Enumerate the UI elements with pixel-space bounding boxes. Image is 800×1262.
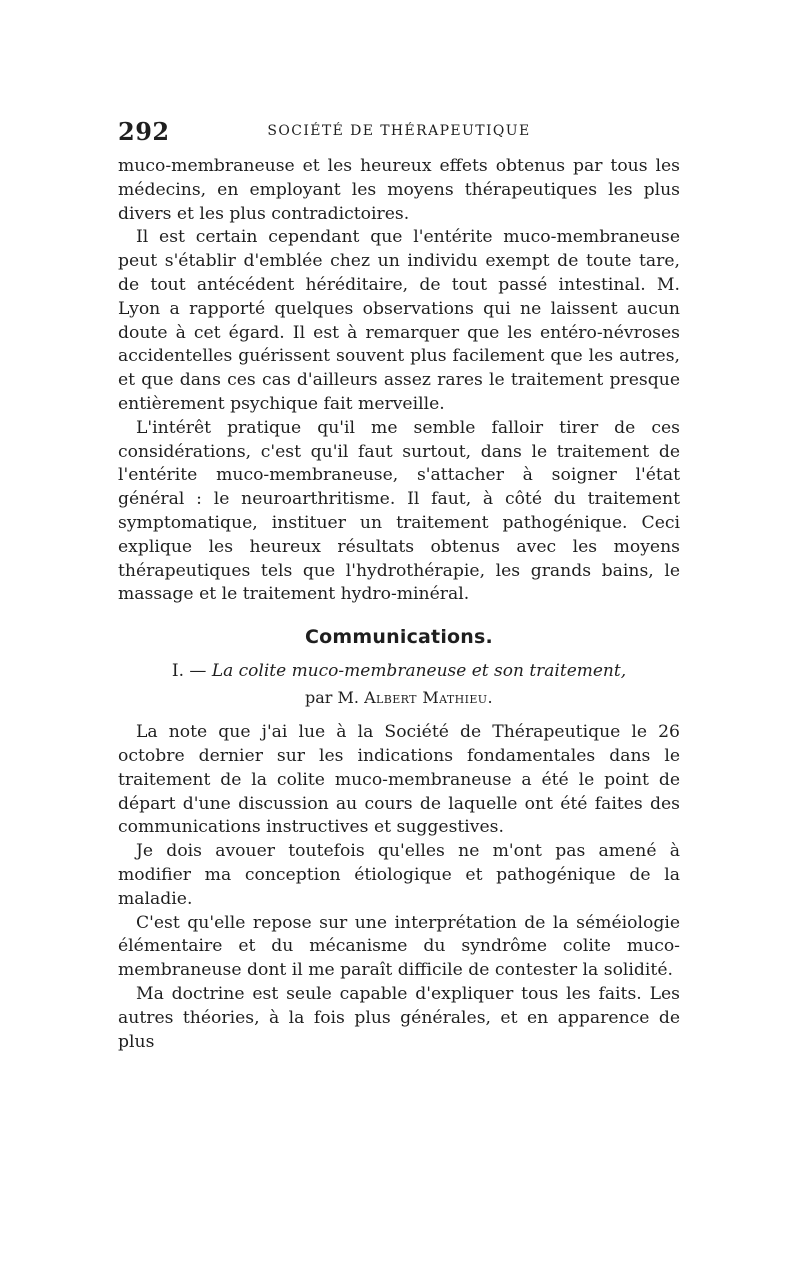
article-title — [118, 659, 680, 683]
article-paragraph: Je dois avouer toutefois qu'elles ne m'ont pas amené à modifier ma conception étiologique et pathogénique de la maladie. — [118, 841, 680, 909]
article-title-text: La colite muco-membraneuse et son traitement, — [211, 661, 627, 682]
body-paragraph: muco-membraneuse et les heureux effets obtenus par tous les médecins, en employant les moyens thérapeutiques les plus divers et les plus contradictoires. — [118, 156, 680, 224]
article-paragraph: La note que j'ai lue à la Société de Thérapeutique le 26 octobre dernier sur les indications fondamentales dans le traitement de la colite muco-membraneuse a été le point de départ d'une discussion au cours de laquelle ont été faites des communications instructives et suggestives. — [118, 722, 680, 838]
body-paragraph: L'intérêt pratique qu'il me semble falloir tirer de ces considérations, c'est qu'il faut surtout, dans le traitement de l'entérite muco-membraneuse, s'attacher à soigner l'état général : le neuroarthritisme. Il faut, à côté du traitement symptomatique, instituer un traitement pathogénique. Ceci explique les heureux résultats obtenus avec les moyens thérapeutiques tels que l'hydrothérapie, les grands bains, le massage et le traitement hydro-minéral. — [118, 417, 680, 605]
running-head: SOCIÉTÉ DE THÉRAPEUTIQUE — [267, 123, 531, 139]
page-header — [118, 118, 680, 148]
article-paragraph: Ma doctrine est seule capable d'expliquer tous les faits. Les autres théories, à la fois plus générales, et en apparence de plus — [118, 983, 680, 1052]
author-name: Albert Mathieu. — [364, 688, 493, 708]
page-number: 292 — [118, 117, 170, 146]
page-body — [118, 155, 680, 1054]
article-author — [118, 687, 680, 709]
article-paragraph: C'est qu'elle repose sur une interprétation de la séméiologie élémentaire et du mécanisme du syndrôme colite muco-membraneuse dont il me paraît difficile de contester la solidité. — [118, 912, 680, 981]
article-number: I. — — [171, 661, 212, 682]
section-title: Communications. — [305, 626, 493, 649]
body-paragraph: Il est certain cependant que l'entérite muco-membraneuse peut s'établir d'emblée chez un individu exempt de toute tare, de tout antécédent héréditaire, de tout passé intestinal. M. Lyon a rapporté quelques observations qui ne laissent aucun doute à cet égard. Il est à remarquer que les entéro-névroses accidentelles guérissent souvent plus facilement que les autres, et que dans ces cas d'ailleurs assez rares le traitement presque entièrement psychique fait merveille. — [118, 227, 680, 414]
author-prefix: par M. — [305, 688, 365, 708]
